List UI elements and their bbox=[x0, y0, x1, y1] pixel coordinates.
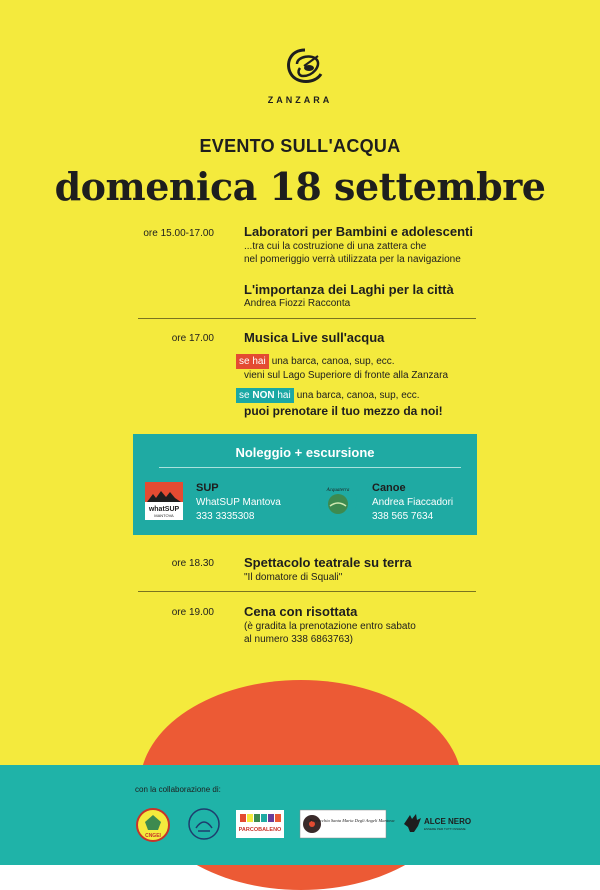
whatsup-logo-text: whatSUP bbox=[148, 506, 180, 513]
item-title: L'importanza dei Laghi per la città bbox=[244, 282, 454, 297]
acquaterra-logo-icon bbox=[319, 482, 357, 520]
divider bbox=[138, 591, 476, 592]
canoe-name: Canoe bbox=[372, 482, 406, 494]
alce-nero-logo-text: ALCE NERO bbox=[424, 817, 472, 826]
sup-name: SUP bbox=[196, 482, 219, 494]
item-title: Cena con risottata bbox=[244, 604, 358, 619]
item-desc: al numero 338 6863763) bbox=[244, 634, 353, 645]
whatsup-logo-icon bbox=[145, 482, 183, 520]
rental-box bbox=[133, 434, 477, 535]
if-not-have-line bbox=[236, 388, 420, 403]
parcobaleno-logo-icon bbox=[236, 810, 284, 838]
item-desc: Andrea Fiozzi Racconta bbox=[244, 298, 351, 309]
canoe-provider: Andrea Fiaccadori bbox=[372, 497, 454, 508]
brand-name: ZANZARA bbox=[267, 95, 333, 105]
tag-word: se bbox=[239, 390, 250, 401]
zanzara-logo-icon bbox=[282, 46, 328, 88]
parcobaleno-logo-text: PARCOBALENO bbox=[238, 827, 282, 833]
whatsup-logo-sub: MANTOVA bbox=[154, 513, 174, 518]
item-desc: ...tra cui la costruzione di una zattera che bbox=[244, 241, 427, 252]
cngei-logo-text: CNGEI bbox=[145, 833, 161, 839]
boat-text: una barca, canoa, sup, ecc. bbox=[296, 390, 420, 401]
time-label: ore 19.00 bbox=[171, 607, 214, 618]
alce-nero-logo-icon bbox=[402, 810, 472, 836]
rental-title: Noleggio + escursione bbox=[235, 445, 375, 460]
item-desc: "Il domatore di Squali" bbox=[244, 572, 343, 583]
event-title: EVENTO SULL'ACQUA bbox=[199, 136, 401, 156]
item-title: Musica Live sull'acqua bbox=[244, 330, 385, 345]
event-date: domenica 18 settembre bbox=[54, 164, 546, 209]
item-title: Laboratori per Bambini e adolescenti bbox=[244, 224, 473, 239]
tag-word-bold: NON bbox=[252, 390, 275, 401]
se-non-hai-tag bbox=[236, 388, 294, 403]
item-desc: vieni sul Lago Superiore di fronte alla Zanzara bbox=[244, 370, 449, 381]
if-have-line bbox=[236, 354, 395, 369]
parrocchia-logo-text: Parrocchia Santa Maria Degli Angeli Mantova bbox=[309, 818, 395, 823]
time-label: ore 17.00 bbox=[171, 333, 214, 344]
divider bbox=[159, 467, 461, 468]
cngei-logo-icon bbox=[136, 808, 170, 842]
tag-word: hai bbox=[277, 390, 291, 401]
time-label: ore 18.30 bbox=[171, 558, 214, 569]
parrocchia-logo-icon bbox=[300, 810, 395, 838]
boat-text: una barca, canoa, sup, ecc. bbox=[271, 356, 395, 367]
item-desc: nel pomeriggio verrà utilizzata per la navigazione bbox=[244, 254, 461, 265]
sup-phone[interactable]: 333 3335308 bbox=[196, 511, 255, 522]
partner-emblem-icon bbox=[188, 808, 220, 840]
booking-cta: puoi prenotare il tuo mezzo da noi! bbox=[244, 404, 443, 418]
canoe-phone[interactable]: 338 565 7634 bbox=[372, 511, 434, 522]
item-desc: (è gradita la prenotazione entro sabato bbox=[244, 621, 416, 632]
sup-provider: WhatSUP Mantova bbox=[196, 497, 281, 508]
time-label: ore 15.00-17.00 bbox=[143, 228, 214, 239]
alce-nero-tagline: ESSERE PER TUTTI INSIEME bbox=[424, 827, 466, 831]
item-title: Spettacolo teatrale su terra bbox=[244, 555, 412, 570]
divider bbox=[138, 318, 476, 319]
collab-label: con la collaborazione di: bbox=[135, 785, 221, 794]
se-hai-tag: se hai bbox=[236, 354, 269, 369]
acquaterra-logo-text: Acquaterra bbox=[326, 488, 350, 493]
